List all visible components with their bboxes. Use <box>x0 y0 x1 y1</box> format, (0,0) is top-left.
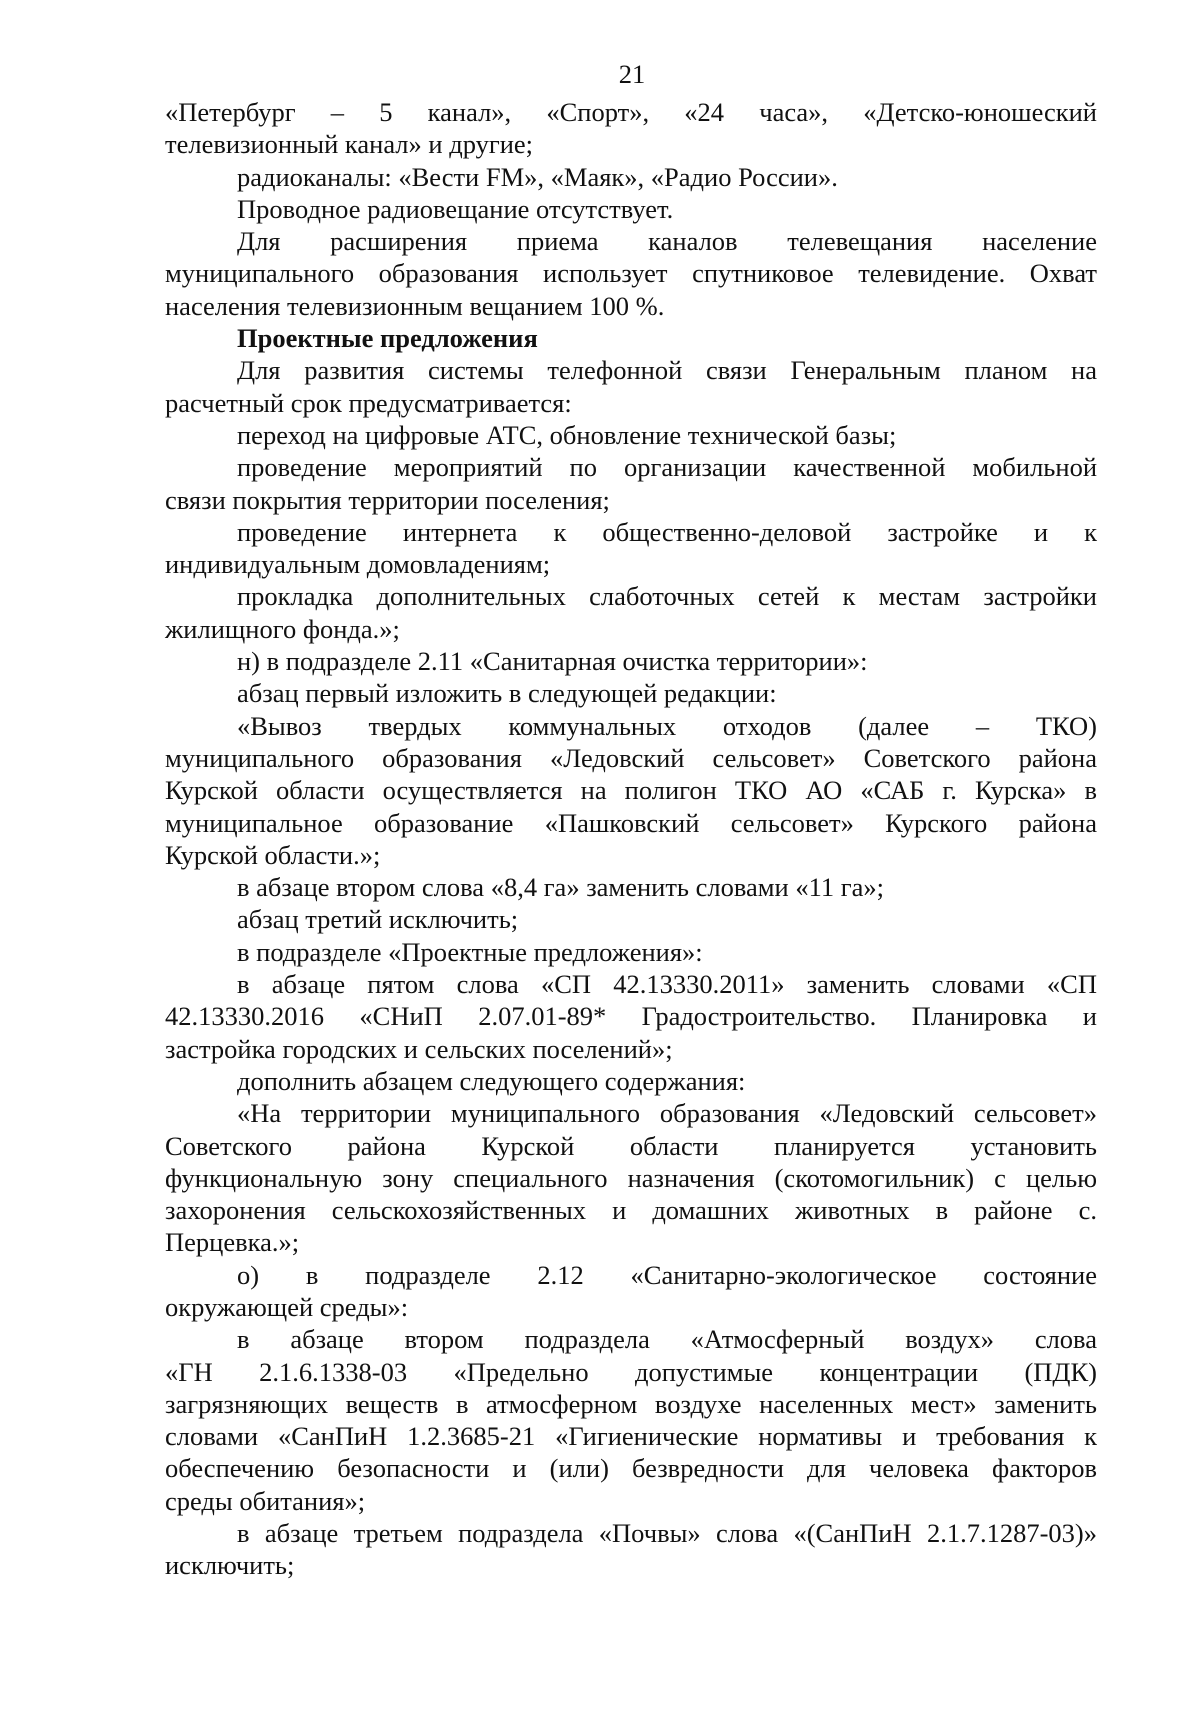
text-line: в подразделе «Проектные предложения»: <box>237 936 703 967</box>
text-line: прокладка дополнительных слаботочных сетей к местам застройки <box>237 581 1097 612</box>
text-line: функциональную зону специального назначения (скотомогильник) с целью <box>165 1162 1097 1193</box>
text-line: «Вывоз твердых коммунальных отходов (далее – ТКО) <box>237 710 1097 741</box>
text-line: дополнить абзацем следующего содержания: <box>237 1065 746 1096</box>
text-line: окружающей среды»: <box>165 1291 409 1322</box>
text-line: проведение мероприятий по организации качественной мобильной <box>237 452 1097 483</box>
text-line: связи покрытия территории поселения; <box>165 484 610 515</box>
text-line: расчетный срок предусматривается: <box>165 387 572 418</box>
text-line: «ГН 2.1.6.1338-03 «Предельно допустимые концентрации (ПДК) <box>165 1356 1097 1387</box>
text-line: Проводное радиовещание отсутствует. <box>237 193 674 224</box>
document-page <box>165 58 1097 1582</box>
text-line: Курской области осуществляется на полигон ТКО АО «САБ г. Курска» в <box>165 775 1097 806</box>
text-line: среды обитания»; <box>165 1485 366 1516</box>
text-line: в абзаце пятом слова «СП 42.13330.2011» заменить словами «СП <box>237 969 1097 1000</box>
text-line: исключить; <box>165 1550 295 1581</box>
text-line: Курской области.»; <box>165 839 381 870</box>
text-line: телевизионный канал» и другие; <box>165 129 534 160</box>
document-body <box>165 96 1097 1582</box>
text-line: в абзаце втором подраздела «Атмосферный воздух» слова <box>237 1324 1097 1355</box>
text-line: абзац третий исключить; <box>237 904 519 935</box>
text-line: загрязняющих веществ в атмосферном воздухе населенных мест» заменить <box>165 1388 1097 1419</box>
text-line: населения телевизионным вещанием 100 %. <box>165 290 665 321</box>
text-line: муниципальное образование «Пашковский сельсовет» Курского района <box>165 807 1097 838</box>
text-line: 42.13330.2016 «СНиП 2.07.01-89* Градостроительство. Планировка и <box>165 1001 1097 1032</box>
text-line: Советского района Курской области планируется установить <box>165 1130 1097 1161</box>
text-line: муниципального образования использует спутниковое телевидение. Охват <box>165 258 1097 289</box>
text-line: «На территории муниципального образования «Ледовский сельсовет» <box>237 1098 1097 1129</box>
text-line: Перцевка.»; <box>165 1227 300 1258</box>
text-line: радиоканалы: «Вести FM», «Маяк», «Радио России». <box>237 161 838 192</box>
text-line: застройка городских и сельских поселений»; <box>165 1033 673 1064</box>
text-line: в абзаце третьем подраздела «Почвы» слова «(СанПиН 2.1.7.1287-03)» <box>237 1518 1097 1549</box>
text-line: муниципального образования «Ледовский сельсовет» Советского района <box>165 742 1097 773</box>
page-number: 21 <box>618 59 646 89</box>
text-line: индивидуальным домовладениям; <box>165 549 551 580</box>
text-line: обеспечению безопасности и (или) безвредности для человека факторов <box>165 1453 1097 1484</box>
text-line: переход на цифровые АТС, обновление технической базы; <box>237 419 897 450</box>
text-line: словами «СанПиН 1.2.3685-21 «Гигиенические нормативы и требования к <box>165 1421 1097 1452</box>
text-line: н) в подразделе 2.11 «Санитарная очистка территории»: <box>237 646 868 677</box>
text-line: Для расширения приема каналов телевещания население <box>237 226 1097 257</box>
text-line: абзац первый изложить в следующей редакции: <box>237 678 777 709</box>
text-line: Для развития системы телефонной связи Генеральным планом на <box>237 355 1097 386</box>
text-line: захоронения сельскохозяйственных и домашних животных в районе с. <box>165 1195 1097 1226</box>
text-line: в абзаце втором слова «8,4 га» заменить словами «11 га»; <box>237 872 884 903</box>
text-line: о) в подразделе 2.12 «Санитарно-экологическое состояние <box>237 1259 1097 1290</box>
text-line: жилищного фонда.»; <box>165 613 400 644</box>
text-line: «Петербург – 5 канал», «Спорт», «24 часа», «Детско-юношеский <box>165 97 1097 127</box>
text-line: проведение интернета к общественно-деловой застройке и к <box>237 516 1097 547</box>
section-heading: Проектные предложения <box>237 323 538 354</box>
